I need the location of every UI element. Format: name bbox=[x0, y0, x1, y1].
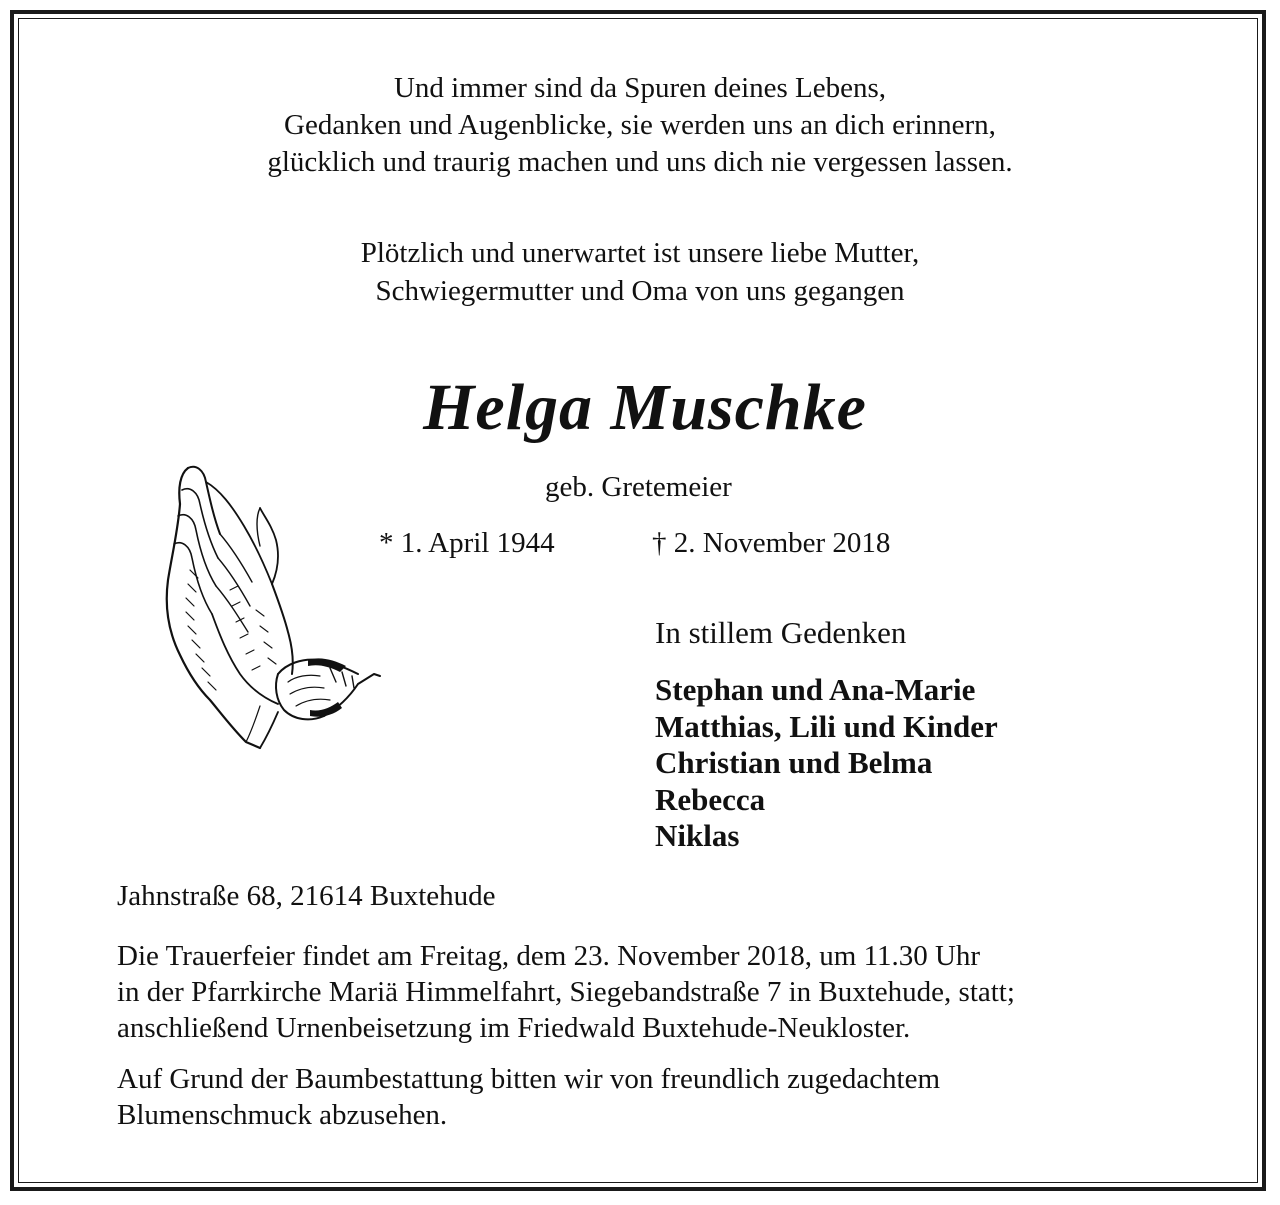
maiden-name: geb. Gretemeier bbox=[545, 471, 732, 503]
mourner-name: Rebecca bbox=[655, 781, 766, 817]
verse-line-3: glücklich und traurig machen und uns dich nie vergessen lassen. bbox=[267, 146, 1013, 178]
verse-line-1: Und immer sind da Spuren deines Lebens, bbox=[393, 72, 887, 104]
verse-line-2: Gedanken und Augenblicke, sie werden uns an dich erinnern, bbox=[284, 109, 996, 141]
announcement-line-1: Plötzlich und unerwartet ist unsere liebe Mutter, bbox=[360, 237, 920, 269]
service-line-3: anschließend Urnenbeisetzung im Friedwald Buxtehude-Neukloster. bbox=[117, 1012, 911, 1044]
mourners-list bbox=[655, 672, 998, 855]
mourner-name: Matthias, Lili und Kinder bbox=[655, 708, 998, 744]
mourner-name: Christian und Belma bbox=[655, 745, 933, 780]
mourner-name: Stephan und Ana-Marie bbox=[655, 672, 976, 707]
death-date: † 2. November 2018 bbox=[652, 527, 891, 559]
service-line-1: Die Trauerfeier findet am Freitag, dem 23. November 2018, um 11.30 Uhr bbox=[117, 940, 981, 972]
flower-note bbox=[117, 1061, 940, 1133]
mourner-name: Niklas bbox=[655, 818, 740, 853]
announcement-line-2: Schwiegermutter und Oma von uns gegangen bbox=[375, 275, 905, 307]
birth-date: * 1. April 1944 bbox=[379, 527, 555, 559]
service-line-2: in der Pfarrkirche Mariä Himmelfahrt, Siegebandstraße 7 in Buxtehude, statt; bbox=[117, 976, 1015, 1008]
service-details bbox=[117, 938, 1015, 1046]
deceased-name: Helga Muschke bbox=[423, 371, 867, 444]
note-line-2: Blumenschmuck abzusehen. bbox=[117, 1099, 448, 1131]
praying-hands-icon bbox=[160, 460, 385, 755]
address: Jahnstraße 68, 21614 Buxtehude bbox=[117, 880, 496, 912]
note-line-1: Auf Grund der Baumbestattung bitten wir von freundlich zugedachtem bbox=[117, 1063, 941, 1095]
mourning-heading: In stillem Gedenken bbox=[655, 615, 907, 650]
